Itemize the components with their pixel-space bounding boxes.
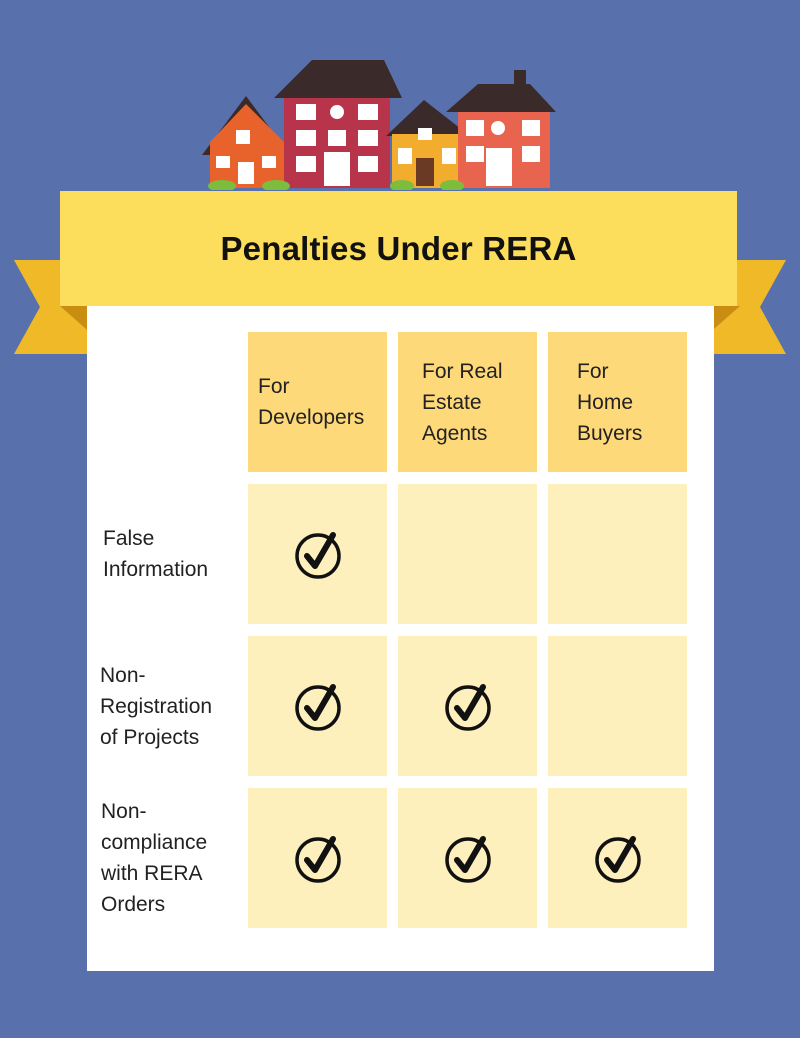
page-title: Penalties Under RERA xyxy=(220,229,577,267)
check-circle-icon xyxy=(293,529,343,579)
cell-r3-c1 xyxy=(248,788,387,928)
cell-r2-c1 xyxy=(248,636,387,776)
check-circle-icon xyxy=(293,681,343,731)
column-header-real-estate-agents: For Real Estate Agents xyxy=(398,332,537,472)
row-label-non-compliance: Non- compliance with RERA Orders xyxy=(101,800,208,916)
check-circle-icon xyxy=(293,833,343,883)
row-label-non-registration: Non- Registration of Projects xyxy=(100,663,213,749)
row-label-false-information: False Information xyxy=(103,527,209,581)
check-circle-icon xyxy=(593,833,643,883)
column-header-home-buyers: For Home Buyers xyxy=(548,332,687,472)
cell-r1-c1 xyxy=(248,484,387,624)
cell-r3-c3 xyxy=(548,788,687,928)
title-banner xyxy=(60,191,737,306)
houses-illustration xyxy=(196,60,560,190)
cell-r1-c2 xyxy=(398,484,537,624)
check-circle-icon xyxy=(443,681,493,731)
column-header-developers: For Developers xyxy=(248,332,387,472)
cell-r2-c3 xyxy=(548,636,687,776)
penalties-table xyxy=(87,306,714,971)
check-circle-icon xyxy=(443,833,493,883)
cell-r3-c2 xyxy=(398,788,537,928)
cell-r1-c3 xyxy=(548,484,687,624)
cell-r2-c2 xyxy=(398,636,537,776)
